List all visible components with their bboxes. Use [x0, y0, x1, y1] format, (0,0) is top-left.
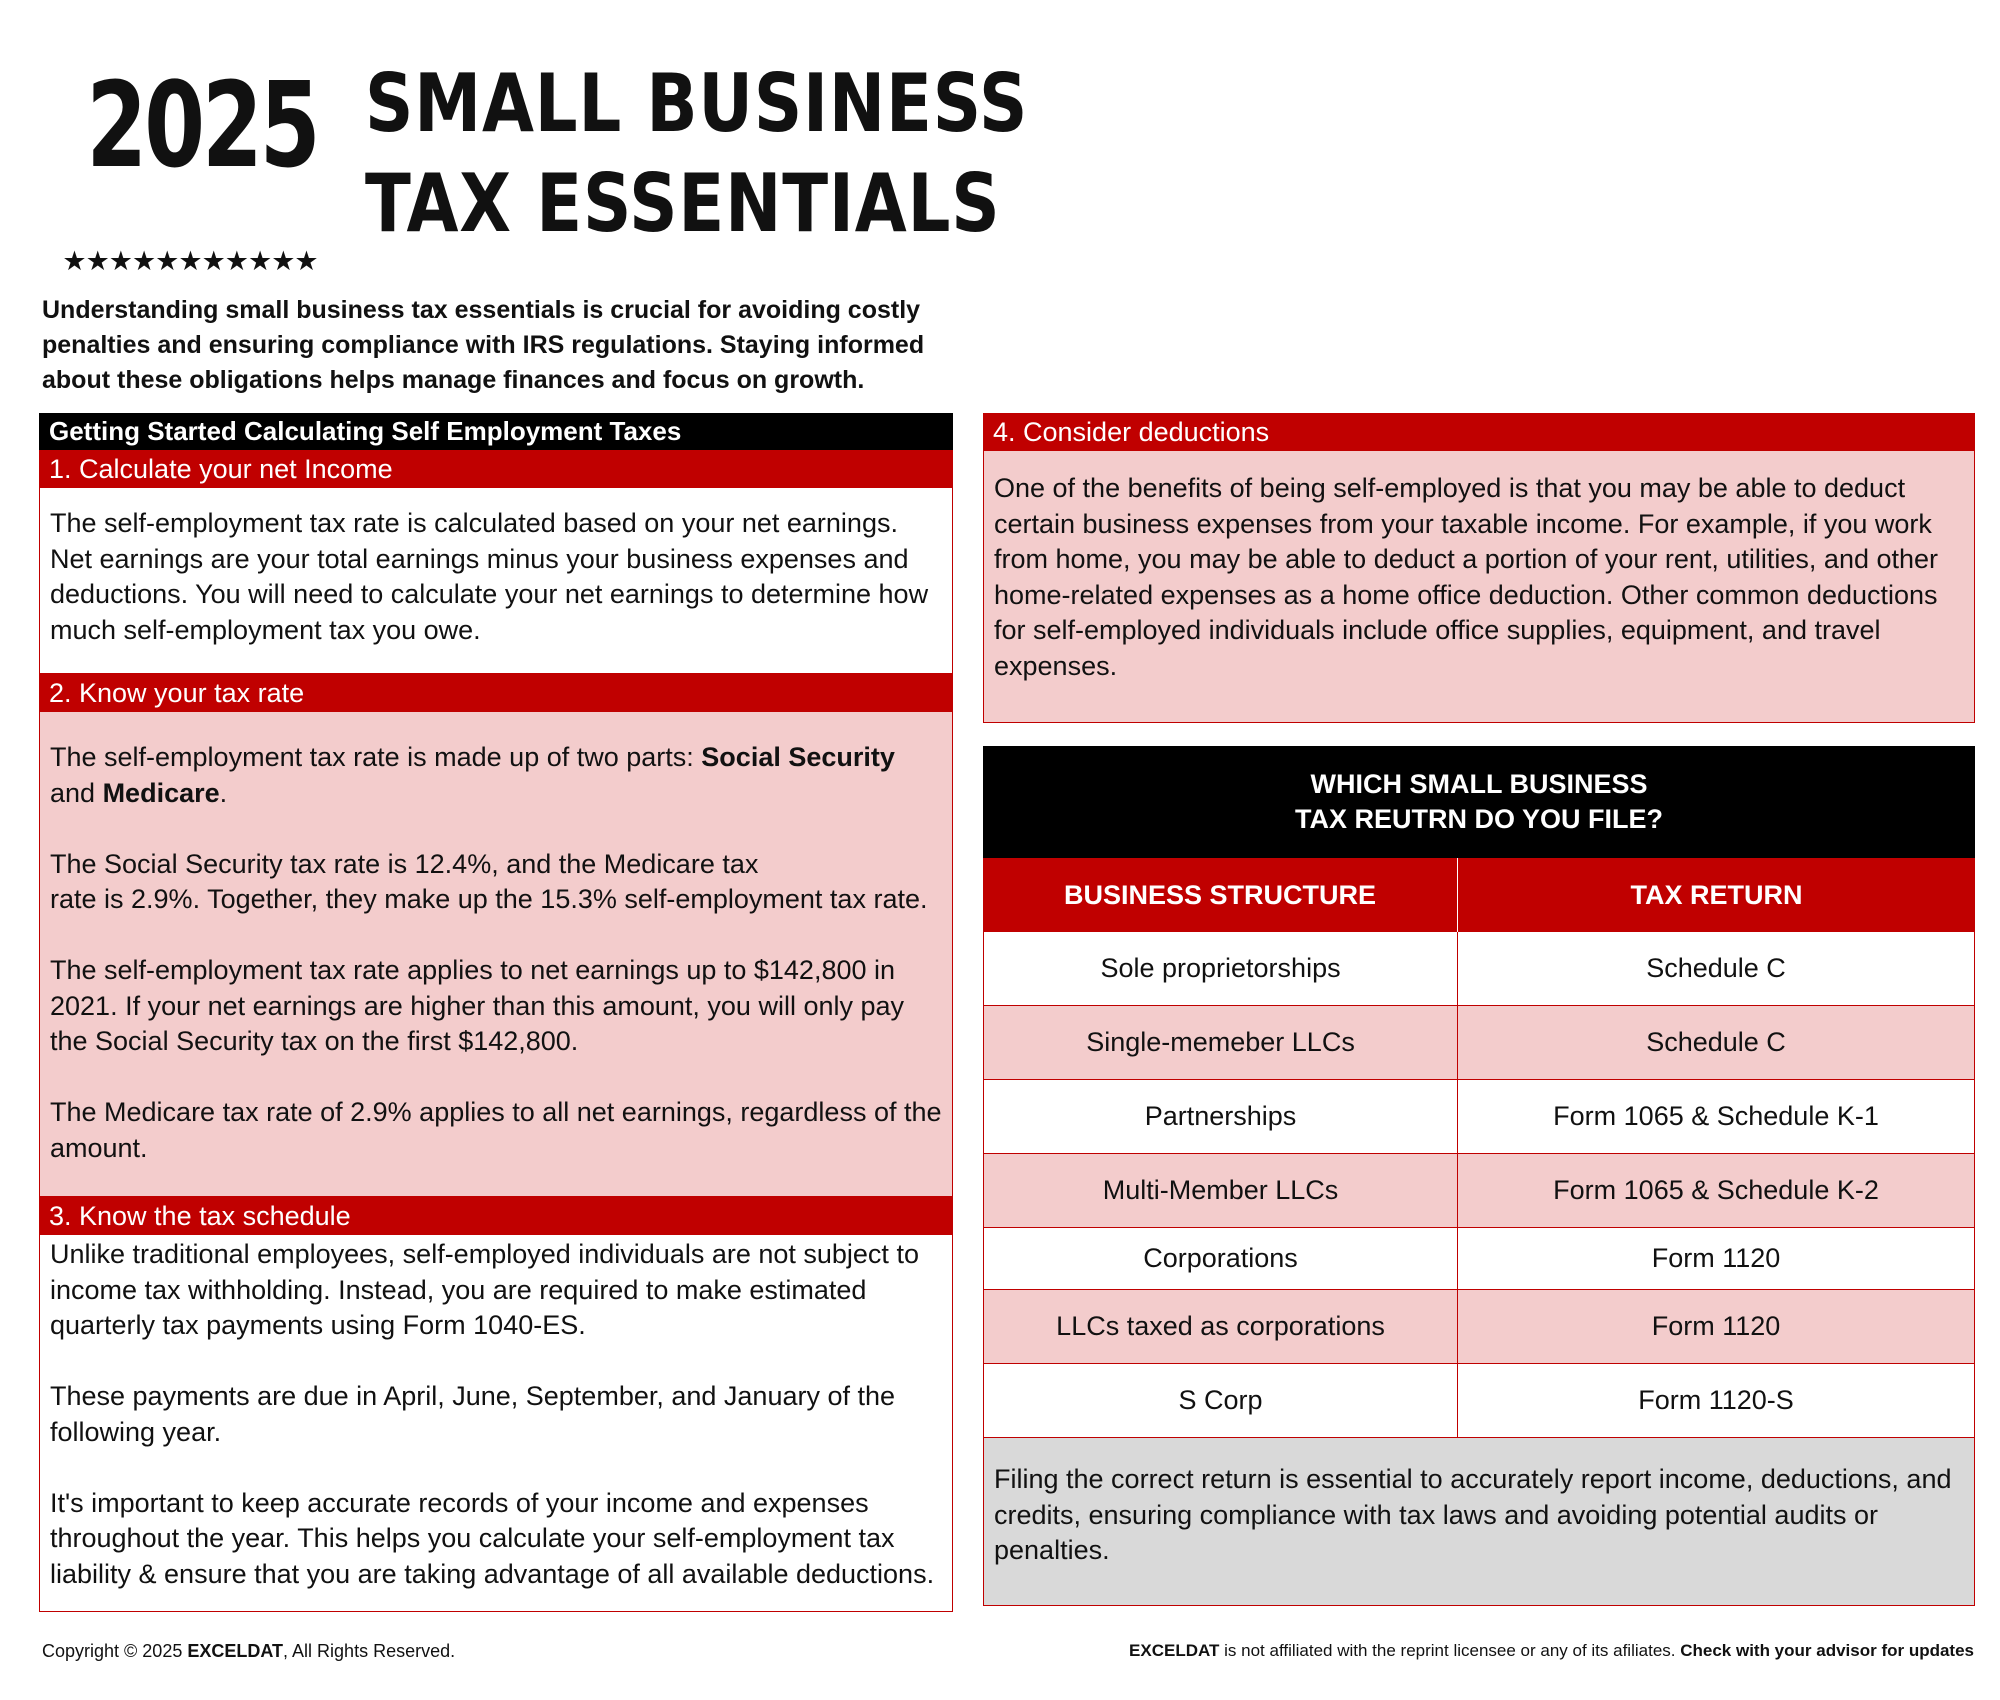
section-2-text: rate is 2.9%. Together, they make up the 15.3% self-employment tax rate. [50, 884, 928, 914]
brand-name: EXCELDAT [1129, 1641, 1220, 1660]
structure-cell: Multi-Member LLCs [984, 1154, 1458, 1227]
disclaimer-text [1129, 1641, 1974, 1661]
structure-cell: Sole proprietorships [984, 932, 1458, 1005]
section-2-para-1 [50, 740, 942, 811]
return-cell: Form 1065 & Schedule K-2 [1553, 1175, 1879, 1205]
return-cell: Form 1120-S [1638, 1385, 1794, 1415]
structure-cell: Corporations [984, 1228, 1458, 1289]
section-2-text: The self-employment tax rate is made up of two parts: [50, 742, 702, 772]
structure-cell: LLCs taxed as corporations [984, 1290, 1458, 1363]
section-2-para-3: The self-employment tax rate applies to net earnings up to $142,800 in 2021. If your net earnings are higher than this amount, you will only pay the Social Security tax on the first $142,800. [50, 955, 905, 1056]
year-text: 2025 [86, 56, 318, 194]
page-title [365, 54, 1029, 254]
section-3-para-2: These payments are due in April, June, September, and January of the following year. [50, 1381, 896, 1447]
table-row [984, 1080, 1974, 1154]
section-4-body [983, 451, 1975, 723]
section-2-text: The Social Security tax rate is 12.4%, and the Medicare tax [50, 848, 759, 879]
table-title-line-1: WHICH SMALL BUSINESS [1310, 769, 1648, 799]
return-cell: Form 1120 [1651, 1243, 1781, 1273]
brand-name: EXCELDAT [187, 1641, 284, 1661]
medicare-label: Medicare [102, 777, 220, 808]
tax-return-table [983, 746, 1975, 1606]
section-3-body [39, 1235, 953, 1612]
return-cell: Form 1120 [1651, 1311, 1781, 1341]
footer-text: is not affiliated with the reprint licensee or any of its afiliates. [1219, 1641, 1681, 1660]
section-3-title: 3. Know the tax schedule [39, 1197, 953, 1235]
section-2-text: . [219, 777, 228, 808]
right-column [983, 413, 1975, 723]
table-title [983, 746, 1975, 858]
column-header-structure: BUSINESS STRUCTURE [983, 858, 1458, 932]
table-row [984, 1364, 1974, 1438]
structure-cell: Single-memeber LLCs [984, 1006, 1458, 1079]
structure-cell: S Corp [984, 1364, 1458, 1437]
star-row-icon: ★★★★★★★★★★★ [62, 246, 318, 276]
section-2-text: and [50, 777, 103, 808]
left-heading: Getting Started Calculating Self Employment Taxes [39, 413, 953, 450]
table-row [984, 1290, 1974, 1364]
table-row [984, 932, 1974, 1006]
column-header-return: TAX RETURN [1630, 879, 1803, 910]
intro-paragraph: Understanding small business tax essentials is crucial for avoiding costly penalties and ensuring compliance with IRS regulations. Staying informed about these obligations helps manage finances and focus on growth. [42, 296, 925, 394]
return-cell: Schedule C [1646, 1027, 1786, 1057]
section-2-title: 2. Know your tax rate [39, 674, 953, 712]
section-1-text: The self-employment tax rate is calculated based on your net earnings. Net earnings are your total earnings minus your business expenses and deductions. You will need to calculate your net earnings to determine how much self-employment tax you owe. [50, 508, 929, 645]
section-1-title: 1. Calculate your net Income [39, 450, 953, 488]
section-4-text: One of the benefits of being self-employed is that you may be able to deduct certain business expenses from your taxable income. For example, if you work from home, you may be able to deduct a portion of your rent, utilities, and other home-related expenses as a home office deduction. Other common deductions for self-employed individuals include office supplies, equipment, and travel expenses. [994, 473, 1939, 681]
left-column [39, 413, 953, 1612]
table-header-row [983, 858, 1975, 932]
social-security-label: Social Security [701, 742, 895, 772]
advisor-note: Check with your advisor for updates [1680, 1641, 1974, 1660]
table-row [984, 1154, 1974, 1228]
structure-cell: Partnerships [984, 1080, 1458, 1153]
footer-text: Copyright © 2025 [42, 1641, 188, 1661]
section-2-para-2 [50, 847, 942, 918]
title-line-2: TAX ESSENTIALS [365, 157, 1001, 250]
return-cell: Form 1065 & Schedule K-1 [1553, 1101, 1879, 1131]
title-line-1: SMALL BUSINESS [365, 57, 1029, 150]
copyright-text [42, 1641, 455, 1662]
table-body [983, 932, 1975, 1438]
section-4-title: 4. Consider deductions [983, 413, 1975, 451]
table-row [984, 1228, 1974, 1290]
year-badge [50, 50, 330, 276]
section-3-para-1: Unlike traditional employees, self-employed individuals are not subject to income tax withholding. Instead, you are required to make estimated quarterly tax payments using Form 1040-ES. [50, 1239, 919, 1340]
return-cell: Schedule C [1646, 953, 1786, 983]
table-row [984, 1006, 1974, 1080]
section-2-body [39, 712, 953, 1197]
section-3-para-3: It's important to keep accurate records of your income and expenses throughout the year. This helps you calculate your self-employment tax liability & ensure that you are taking advantage of all available deductions. [50, 1487, 935, 1589]
section-1-body [39, 488, 953, 674]
table-title-line-2: TAX REUTRN DO YOU FILE? [1294, 804, 1663, 834]
section-2-para-4: The Medicare tax rate of 2.9% applies to all net earnings, regardless of the amount. [50, 1097, 942, 1163]
footer-text: , All Rights Reserved. [283, 1641, 456, 1661]
table-note: Filing the correct return is essential to accurately report income, deductions, and credits, ensuring compliance with tax laws and avoiding potential audits or penalties. [983, 1438, 1975, 1606]
